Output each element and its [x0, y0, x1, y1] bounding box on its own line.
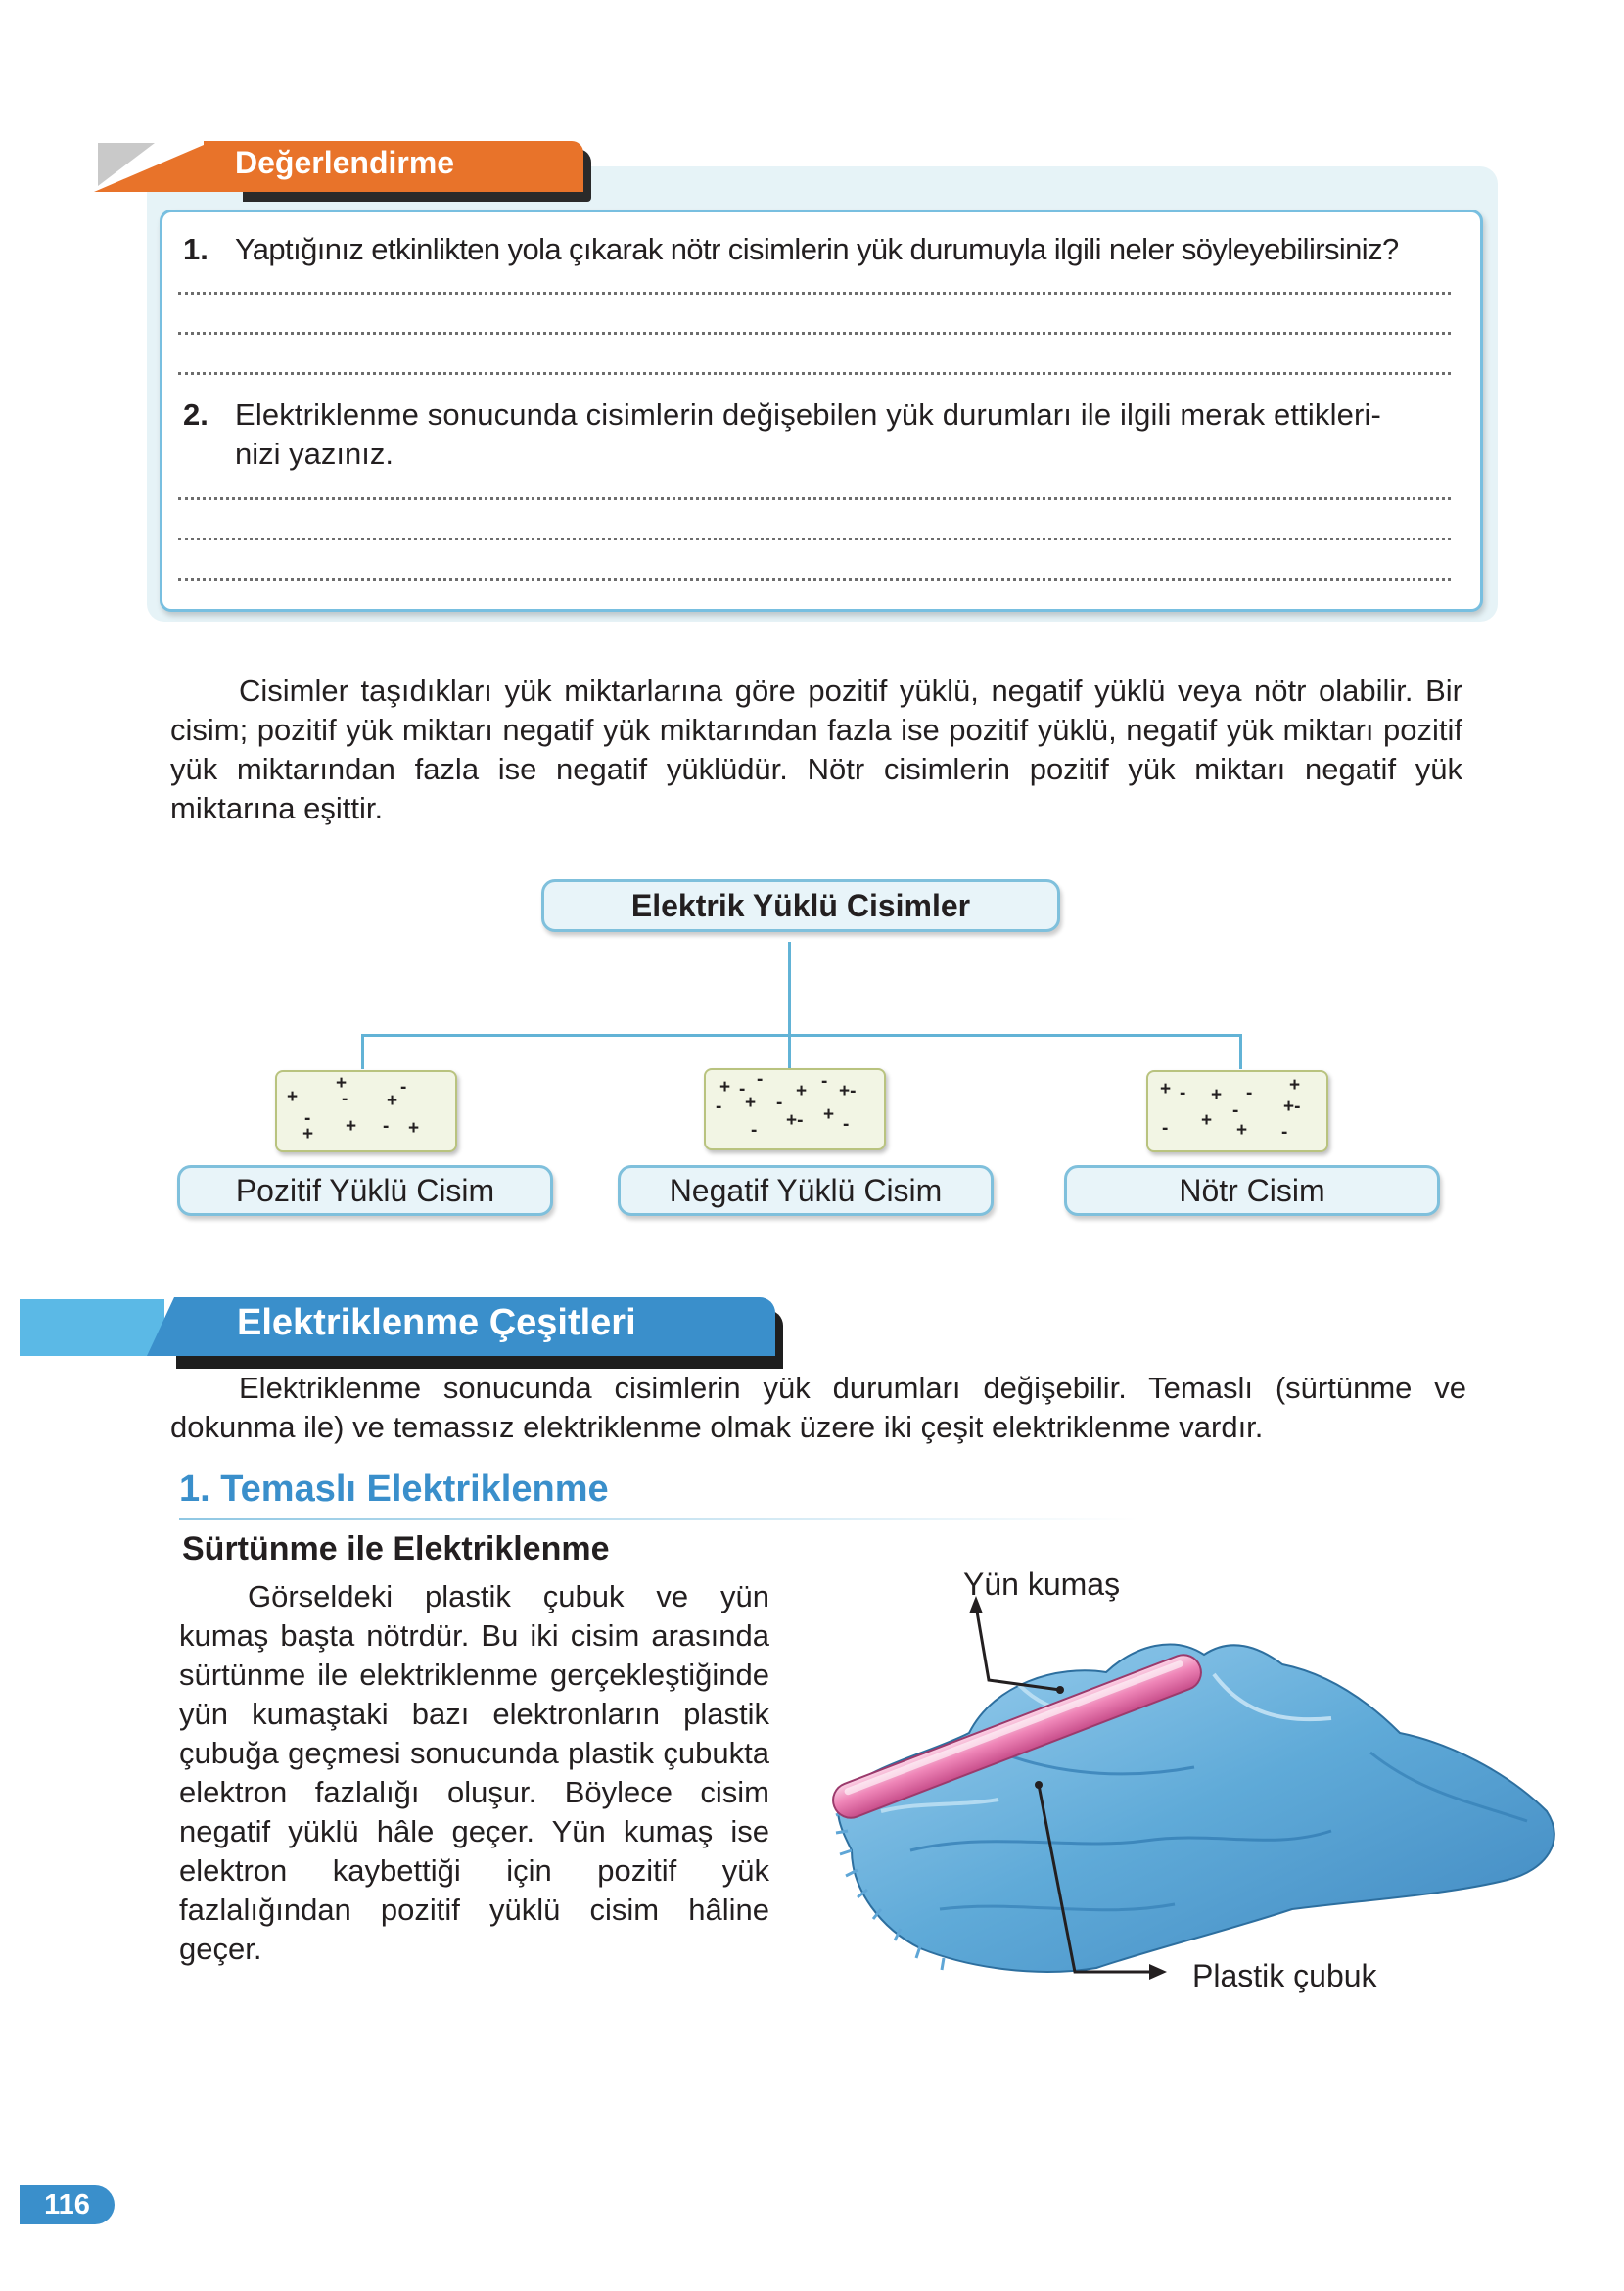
- connector-line: [788, 942, 791, 1036]
- wool-cloth-and-rod-figure: [822, 1557, 1586, 2007]
- friction-body-text: Görseldeki plastik çubuk ve yün kumaş başta nötrdür. Bu iki cisim arasında sürtünme ile elektriklenme gerçekleştiğinde yün kumaştaki bazı elektronların plastik çubuğa geçmesi sonucunda plastik çubukta elektron fazlalığı oluşur. Böylece cisim negatif yüklü hâle geçer. Yün kumaş ise elektron kaybettiği için pozitif yük fazlalığından pozitif yüklü cisim hâline geçer.: [179, 1579, 769, 1966]
- arrow-right-icon: [1149, 1964, 1167, 1980]
- wool-cloth: [834, 1645, 1554, 1972]
- evaluation-tab-curl: [98, 143, 155, 186]
- subsection-underline: [179, 1518, 1138, 1520]
- neutral-charge-box: + - + - + - +- + - + -: [1146, 1070, 1328, 1152]
- question-2-number: 2.: [183, 397, 209, 432]
- section-paragraph: Elektriklenme sonucunda cisimlerin yük durumları değişebilir. Temaslı (sürtünme ve dokunma ile) ve temassız elektriklenme olmak üzere iki çeşit elektriklenme vardır.: [170, 1371, 1466, 1444]
- evaluation-title: Değerlendirme: [235, 145, 455, 180]
- subsection-title: 1. Temaslı Elektriklenme: [179, 1469, 609, 1510]
- connector-line: [788, 1034, 791, 1069]
- negative-charged-label: Negatif Yüklü Cisim: [618, 1165, 994, 1216]
- question-1-number: 1.: [183, 232, 209, 266]
- answer-line[interactable]: [178, 497, 1451, 500]
- question-2-text-line2: nizi yazınız.: [235, 437, 394, 471]
- subsubsection-title: Sürtünme ile Elektriklenme: [182, 1530, 610, 1567]
- answer-line[interactable]: [178, 332, 1451, 335]
- section-bar-accent: [20, 1299, 164, 1356]
- rod-label: Plastik çubuk: [1192, 1958, 1377, 1993]
- answer-line[interactable]: [178, 292, 1451, 295]
- neutral-label: Nötr Cisim: [1064, 1165, 1440, 1216]
- question-1-text: Yaptığınız etkinlikten yola çıkarak nötr cisimlerin yük durumuyla ilgili neler söyleyebilirsiniz?: [235, 232, 1399, 266]
- question-2-text-line1: Elektriklenme sonucunda cisimlerin değişebilen yük durumları ile ilgili merak ettikleri-: [235, 397, 1381, 432]
- connector-line: [361, 1034, 364, 1069]
- negative-charge-box: + - - + - - + - +- +- + - -: [704, 1068, 886, 1150]
- diagram-root: Elektrik Yüklü Cisimler: [541, 879, 1060, 932]
- answer-line[interactable]: [178, 538, 1451, 540]
- section-title: Elektriklenme Çeşitleri: [237, 1302, 636, 1343]
- cloth-label: Yün kumaş: [963, 1566, 1121, 1602]
- connector-line: [1239, 1034, 1242, 1069]
- intro-paragraph: Cisimler taşıdıkları yük miktarlarına göre pozitif yüklü, negatif yüklü veya nötr olabilir. Bir cisim; pozitif yük miktarı negatif yük miktarından fazla ise pozitif yüklü, negatif yük miktarı pozitif yük miktarından fazla ise negatif yüklüdür. Nötr cisimlerin pozitif yük miktarı negatif yük miktarına eşittir.: [170, 674, 1462, 825]
- answer-line[interactable]: [178, 372, 1451, 375]
- answer-line[interactable]: [178, 578, 1451, 581]
- connector-line: [361, 1034, 1242, 1037]
- positive-charged-label: Pozitif Yüklü Cisim: [177, 1165, 553, 1216]
- page-number: 116: [20, 2185, 115, 2224]
- positive-charge-box: + + - + - - + + - +: [275, 1070, 457, 1152]
